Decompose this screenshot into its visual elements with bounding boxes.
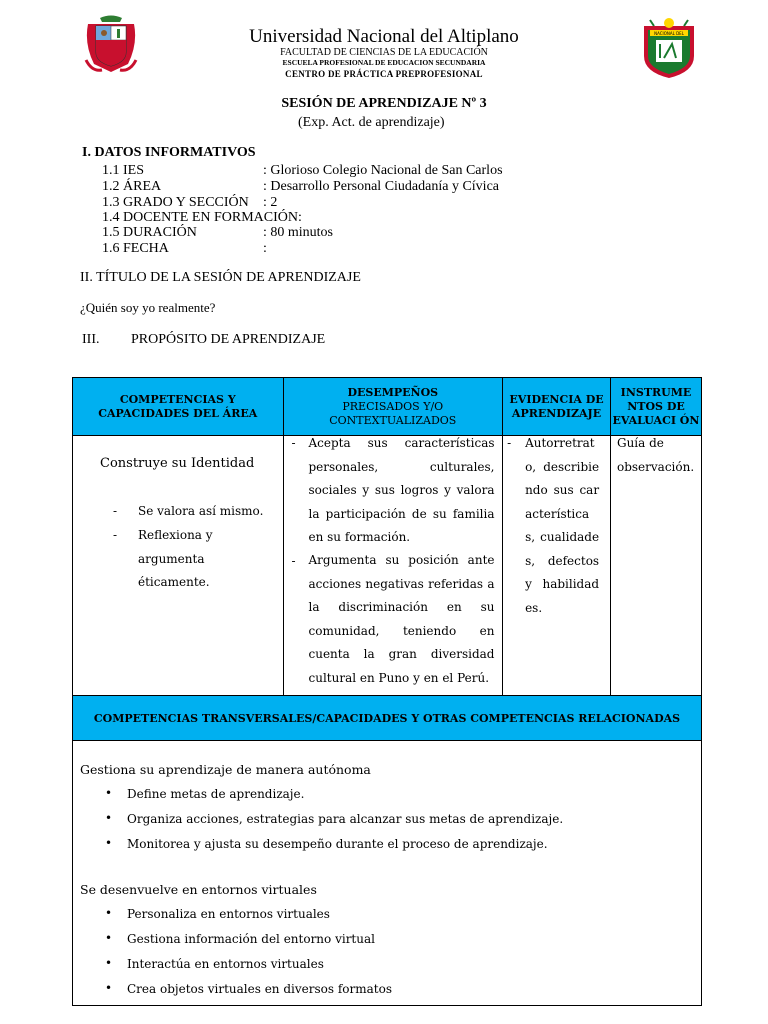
capacity-item: Reflexiona y argumenta éticamente. xyxy=(138,528,213,589)
info-label-grado: 1.3 GRADO Y SECCIÓN xyxy=(102,195,249,210)
info-label-docente: 1.4 DOCENTE EN FORMACIÓN: xyxy=(102,210,302,225)
session-subtitle: (Exp. Act. de aprendizaje) xyxy=(298,115,445,130)
section1-heading: I. DATOS INFORMATIVOS xyxy=(82,145,256,160)
instruments-cell xyxy=(610,436,701,696)
group-item: Monitorea y ajusta su desempeño durante el proceso de aprendizaje. xyxy=(127,837,548,851)
university-name: Universidad Nacional del Altiplano xyxy=(249,26,519,47)
info-label-duracion: 1.5 DURACIÓN xyxy=(102,225,197,240)
performances-cell: - Acepta sus características personales, culturales, sociales y sus logros y valora la participación de su familia en su formación. - Argumenta su posición ante acciones negativas referidas a la discriminación en su comunidad, teniendo en cuenta la gran diversidad cultural en Puno y en el Perú. xyxy=(283,436,503,696)
group-item: Personaliza en entornos virtuales xyxy=(127,907,330,921)
info-label-area: 1.2 ÁREA xyxy=(102,179,162,194)
transversal-heading: COMPETENCIAS TRANSVERSALES/CAPACIDADES Y OTRAS COMPETENCIAS RELACIONADAS xyxy=(73,696,702,741)
col-header-instruments: INSTRUME NTOS DE EVALUACI ÓN xyxy=(610,378,701,436)
col-header-evidence: EVIDENCIA DE APRENDIZAJE xyxy=(503,378,611,436)
performance-item: Argumenta su posición ante acciones negativas referidas a la discriminación en su comunidad, teniendo en cuenta la gran diversidad cultural en Puno y en el Perú. xyxy=(308,553,495,685)
section3-heading: PROPÓSITO DE APRENDIZAJE xyxy=(131,332,326,347)
session-title: SESIÓN DE APRENDIZAJE Nº 3 xyxy=(281,96,487,111)
competencies-cell: Construye su Identidad - Se valora así mismo. - Reflexiona y argumenta éticamente. xyxy=(73,436,284,696)
group-item: Crea objetos virtuales en diversos formatos xyxy=(127,982,392,996)
evidence-text: Autorretrato, describiendo sus características, cualidades, defectos y habilidades. xyxy=(525,436,600,615)
transversal-cell: Gestiona su aprendizaje de manera autónoma • Define metas de aprendizaje. • Organiza acciones, estrategias para alcanzar sus metas de aprendizaje. • Monitorea y ajusta su desempeño durante el proceso de aprendizaje. Se desenvuelve en entornos virtuales • Personaliza en entornos virtuales • Gestiona información del entorno virtual • Interactúa en entornos virtuales • Crea objetos virtuales en diversos formatos xyxy=(73,741,702,1006)
competence-title: Construye su Identidad xyxy=(100,456,255,471)
group-item: Define metas de aprendizaje. xyxy=(127,787,305,801)
section2-heading: II. TÍTULO DE LA SESIÓN DE APRENDIZAJE xyxy=(80,270,361,285)
center-name: CENTRO DE PRÁCTICA PREPROFESIONAL xyxy=(285,69,483,79)
info-value-grado: : 2 xyxy=(263,195,278,210)
info-label-ies: 1.1 IES xyxy=(102,163,144,178)
performance-item: Acepta sus características personales, culturales, sociales y sus logros y valora la participación de su familia en su formación. xyxy=(308,436,495,544)
group-item: Interactúa en entornos virtuales xyxy=(127,957,324,971)
school-name: ESCUELA PROFESIONAL DE EDUCACION SECUNDARIA xyxy=(282,58,486,67)
capacity-item: Se valora así mismo. xyxy=(138,504,264,518)
section3-number: III. xyxy=(82,332,100,347)
group-title: Gestiona su aprendizaje de manera autónoma xyxy=(80,762,371,777)
col-header-performances: DESEMPEÑOS PRECISADOS Y/O CONTEXTUALIZADOS xyxy=(283,378,503,436)
crest-text: NACIONAL DEL xyxy=(654,31,684,36)
group-title: Se desenvuelve en entornos virtuales xyxy=(80,882,317,897)
info-value-area: : Desarrollo Personal Ciudadanía y Cívica xyxy=(263,179,499,194)
group-item: Gestiona información del entorno virtual xyxy=(127,932,375,946)
col-header-competencies: COMPETENCIAS Y CAPACIDADES DEL ÁREA xyxy=(73,378,284,436)
session-question: ¿Quién soy yo realmente? xyxy=(80,300,216,315)
info-value-fecha: : xyxy=(263,241,267,256)
purpose-table xyxy=(72,377,702,1006)
faculty-name: FACULTAD DE CIENCIAS DE LA EDUCACIÓN xyxy=(280,47,488,58)
info-value-duracion: : 80 minutos xyxy=(263,225,334,240)
evidence-cell: - Autorretrato, describiendo sus características, cualidades, defectos y habilidades. xyxy=(503,436,611,696)
instrument-text: Guía de observación. xyxy=(616,436,695,474)
info-label-fecha: 1.6 FECHA xyxy=(102,241,169,256)
info-value-ies: : Glorioso Colegio Nacional de San Carlos xyxy=(263,163,503,178)
group-item: Organiza acciones, estrategias para alcanzar sus metas de aprendizaje. xyxy=(127,812,564,826)
